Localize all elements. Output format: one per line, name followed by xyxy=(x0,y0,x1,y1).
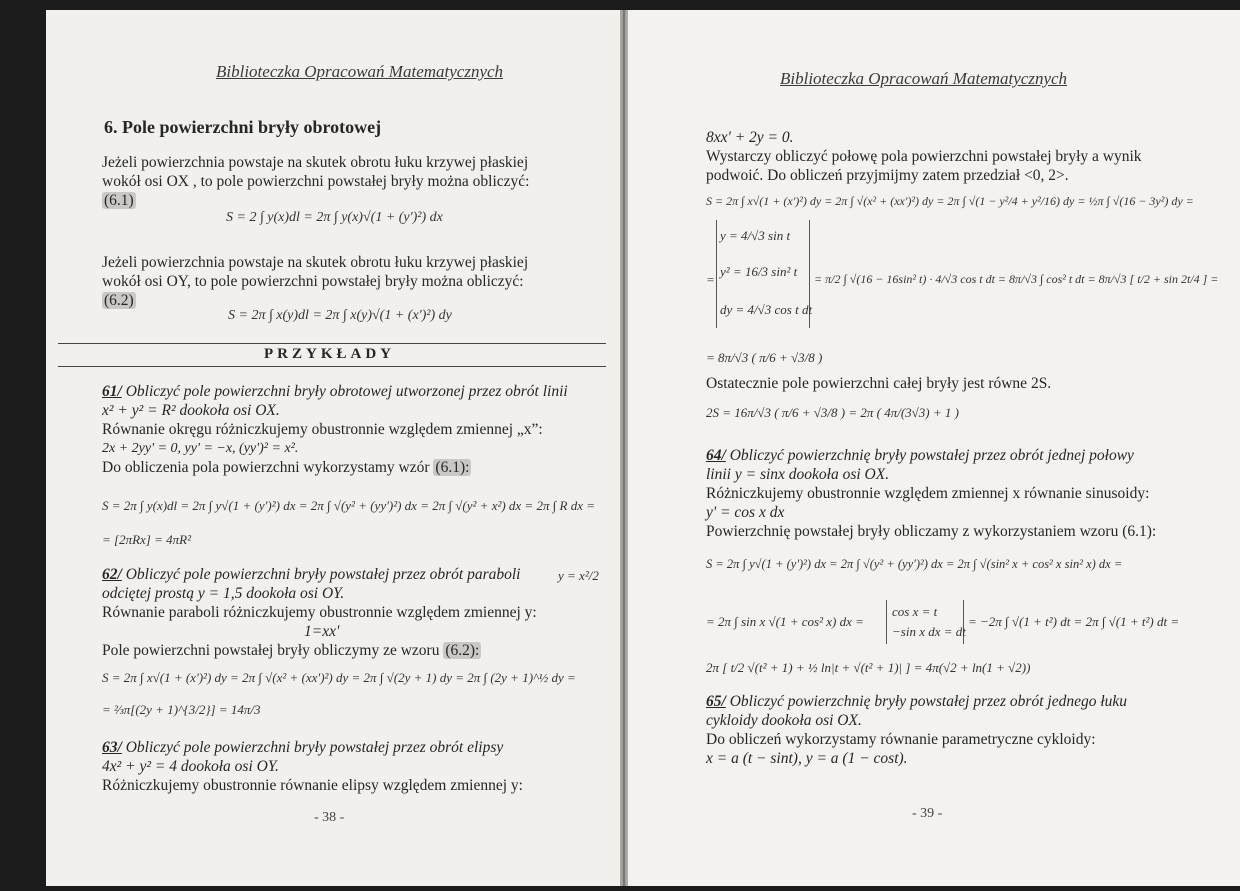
formula: S = 2π ∫ y(x)dl = 2π ∫ y√(1 + (y')²) dx = 2π ∫ √(y² + (yy')²) dx = 2π ∫ √(y² + x²) dx = 2π ∫ R dx = xyxy=(102,498,596,513)
formula-ref: (6.1) xyxy=(104,192,134,209)
formula-ref: (6.1): xyxy=(435,459,470,476)
example-61-title xyxy=(102,382,568,401)
formula: = ⅔π[(2y + 1)^{3/2}] = 14π/3 xyxy=(102,702,261,717)
formula: = 2π ∫ sin x √(1 + cos² x) dx = xyxy=(706,614,864,629)
equation-line: 4x² + y² = 4 dookoła osi OY. xyxy=(102,758,279,775)
text-line: Różniczkujemy obustronnie względem zmiennej x równanie sinusoidy: xyxy=(706,485,1150,502)
example-text: Obliczyć pole powierzchni bryły obrotowej utworzonej przez obrót linii xyxy=(125,383,568,400)
examples-heading: PRZYKŁADY xyxy=(264,346,396,362)
example-text: Obliczyć powierzchnię bryły powstałej przez obrót jednej połowy xyxy=(729,447,1134,464)
equation-line: x = a (t − sint), y = a (1 − cost). xyxy=(706,750,908,767)
example-text: Obliczyć powierzchnię bryły powstałej przez obrót jednego łuku xyxy=(729,693,1128,710)
running-header: Biblioteczka Opracowań Matematycznych xyxy=(780,69,1068,88)
divider xyxy=(58,366,606,367)
example-text: Obliczyć pole powierzchni bryły powstałej przez obrót elipsy xyxy=(125,739,504,756)
equals-sign: = xyxy=(706,272,715,287)
formula: = π/2 ∫ √(16 − 16sin² t) · 4/√3 cos t dt = 8π/√3 ∫ cos² t dt = 8π/√3 [ t/2 + sin 2t/4 ] = xyxy=(814,272,1219,286)
formula: = [2πRx] = 4πR² xyxy=(102,532,191,547)
text-line xyxy=(102,641,481,660)
formula: S = 2π ∫ y√(1 + (y')²) dx = 2π ∫ √(y² + (yy')²) dx = 2π ∫ √(sin² x + cos² x sin² x) dx = xyxy=(706,557,1123,571)
example-number: 62/ xyxy=(102,566,122,583)
example-63-title xyxy=(102,738,503,757)
text-line: podwoić. Do obliczeń przyjmijmy zatem przedział <0, 2>. xyxy=(706,167,1069,184)
formula: 2S = 16π/√3 ( π/6 + √3/8 ) = 2π ( 4π/(3√3) + 1 ) xyxy=(706,405,959,420)
substitution-line: dy = 4/√3 cos t dt xyxy=(720,302,813,317)
text: Do obliczenia pola powierzchni wykorzystamy wzór xyxy=(102,459,430,476)
formula: S = 2π ∫ x√(1 + (x')²) dy = 2π ∫ √(x² + (xx')²) dy = 2π ∫ √(2y + 1) dy = 2π ∫ (2y + 1)^½ dy = xyxy=(102,670,576,685)
example-number: 64/ xyxy=(706,447,726,464)
substitution-line: y² = 16/3 sin² t xyxy=(720,264,798,279)
paragraph-line: Jeżeli powierzchnia powstaje na skutek obrotu łuku krzywej płaskiej xyxy=(102,254,529,271)
formula: = −2π ∫ √(1 + t²) dt = 2π ∫ √(1 + t²) dt = xyxy=(968,614,1180,629)
text-line: Powierzchnię powstałej bryły obliczamy z wykorzystaniem wzoru (6.1): xyxy=(706,523,1157,540)
formula: 2π [ t/2 √(t² + 1) + ½ ln|t + √(t² + 1)| ] = 4π(√2 + ln(1 + √2)) xyxy=(706,660,1031,675)
section-title: 6. Pole powierzchni bryły obrotowej xyxy=(104,117,382,137)
formula: S = 2π ∫ x√(1 + (x')²) dy = 2π ∫ √(x² + (xx')²) dy = 2π ∫ √(1 − y²/4 + y²/16) dy = ½π ∫ √(16 − 3y²) dy = xyxy=(706,194,1194,208)
equation-line: 8xx' + 2y = 0. xyxy=(706,129,794,146)
substitution-line: −sin x dx = dt xyxy=(892,624,966,639)
text-line: Różniczkujemy obustronnie równanie elipsy względem zmiennej y: xyxy=(102,777,523,794)
ref-wrap xyxy=(102,191,136,210)
text-line: Ostatecznie pole powierzchni całej bryły jest równe 2S. xyxy=(706,375,1052,392)
divider xyxy=(58,343,606,344)
page-38 xyxy=(46,10,620,886)
text: Pole powierzchni powstałej bryły obliczymy ze wzoru xyxy=(102,642,440,659)
example-64-title xyxy=(706,446,1134,465)
equation-line: 2x + 2yy' = 0, yy' = −x, (yy')² = x². xyxy=(102,441,299,456)
example-text: x² + y² = R² dookoła osi OX. xyxy=(102,402,280,419)
example-number: 63/ xyxy=(102,739,122,756)
formula-ref: (6.2): xyxy=(445,642,480,659)
page-number: - 38 - xyxy=(314,810,345,825)
page-number: - 39 - xyxy=(912,806,943,821)
text-line: Wystarczy obliczyć połowę pola powierzchni powstałej bryły a wynik xyxy=(706,148,1142,165)
substitution-line: cos x = t xyxy=(892,604,938,619)
substitution-line: y = 4/√3 sin t xyxy=(720,228,791,243)
ref-wrap xyxy=(102,291,136,310)
example-text: linii y = sinx dookoła osi OX. xyxy=(706,466,890,483)
formula: = 8π/√3 ( π/6 + √3/8 ) xyxy=(706,350,823,365)
example-text: cykloidy dookoła osi OX. xyxy=(706,712,862,729)
text-line xyxy=(102,458,471,477)
example-62-title xyxy=(102,565,520,584)
example-number: 65/ xyxy=(706,693,726,710)
example-text: Obliczyć pole powierzchni bryły powstałej przez obrót paraboli xyxy=(125,566,521,583)
example-text: odciętej prostą y = 1,5 dookoła osi OY. xyxy=(102,585,345,602)
formula-6-1: S = 2 ∫ y(x)dl = 2π ∫ y(x)√(1 + (y')²) dx xyxy=(226,210,443,225)
text-line: Do obliczeń wykorzystamy równanie parametryczne cykloidy: xyxy=(706,731,1096,748)
example-number: 61/ xyxy=(102,383,122,400)
formula-6-2: S = 2π ∫ x(y)dl = 2π ∫ x(y)√(1 + (x')²) dy xyxy=(228,308,452,323)
text-line: Równanie okręgu różniczkujemy obustronnie względem zmiennej „x”: xyxy=(102,421,543,438)
page-39 xyxy=(628,10,1240,886)
example-65-title xyxy=(706,692,1127,711)
side-formula: y = x²/2 xyxy=(558,568,599,583)
text-line: Równanie paraboli różniczkujemy obustronnie względem zmiennej y: xyxy=(102,604,537,621)
running-header: Biblioteczka Opracowań Matematycznych xyxy=(216,62,504,81)
paragraph-line: Jeżeli powierzchnia powstaje na skutek obrotu łuku krzywej płaskiej xyxy=(102,154,529,171)
equation-line: 1=xx' xyxy=(304,623,340,640)
equation-line: y' = cos x dx xyxy=(706,504,785,521)
paragraph-line: wokół osi OX , to pole powierzchni powstałej bryły można obliczyć: xyxy=(102,173,530,190)
formula-ref: (6.2) xyxy=(104,292,134,309)
paragraph-line: wokół osi OY, to pole powierzchni powstałej bryły można obliczyć: xyxy=(102,273,524,290)
